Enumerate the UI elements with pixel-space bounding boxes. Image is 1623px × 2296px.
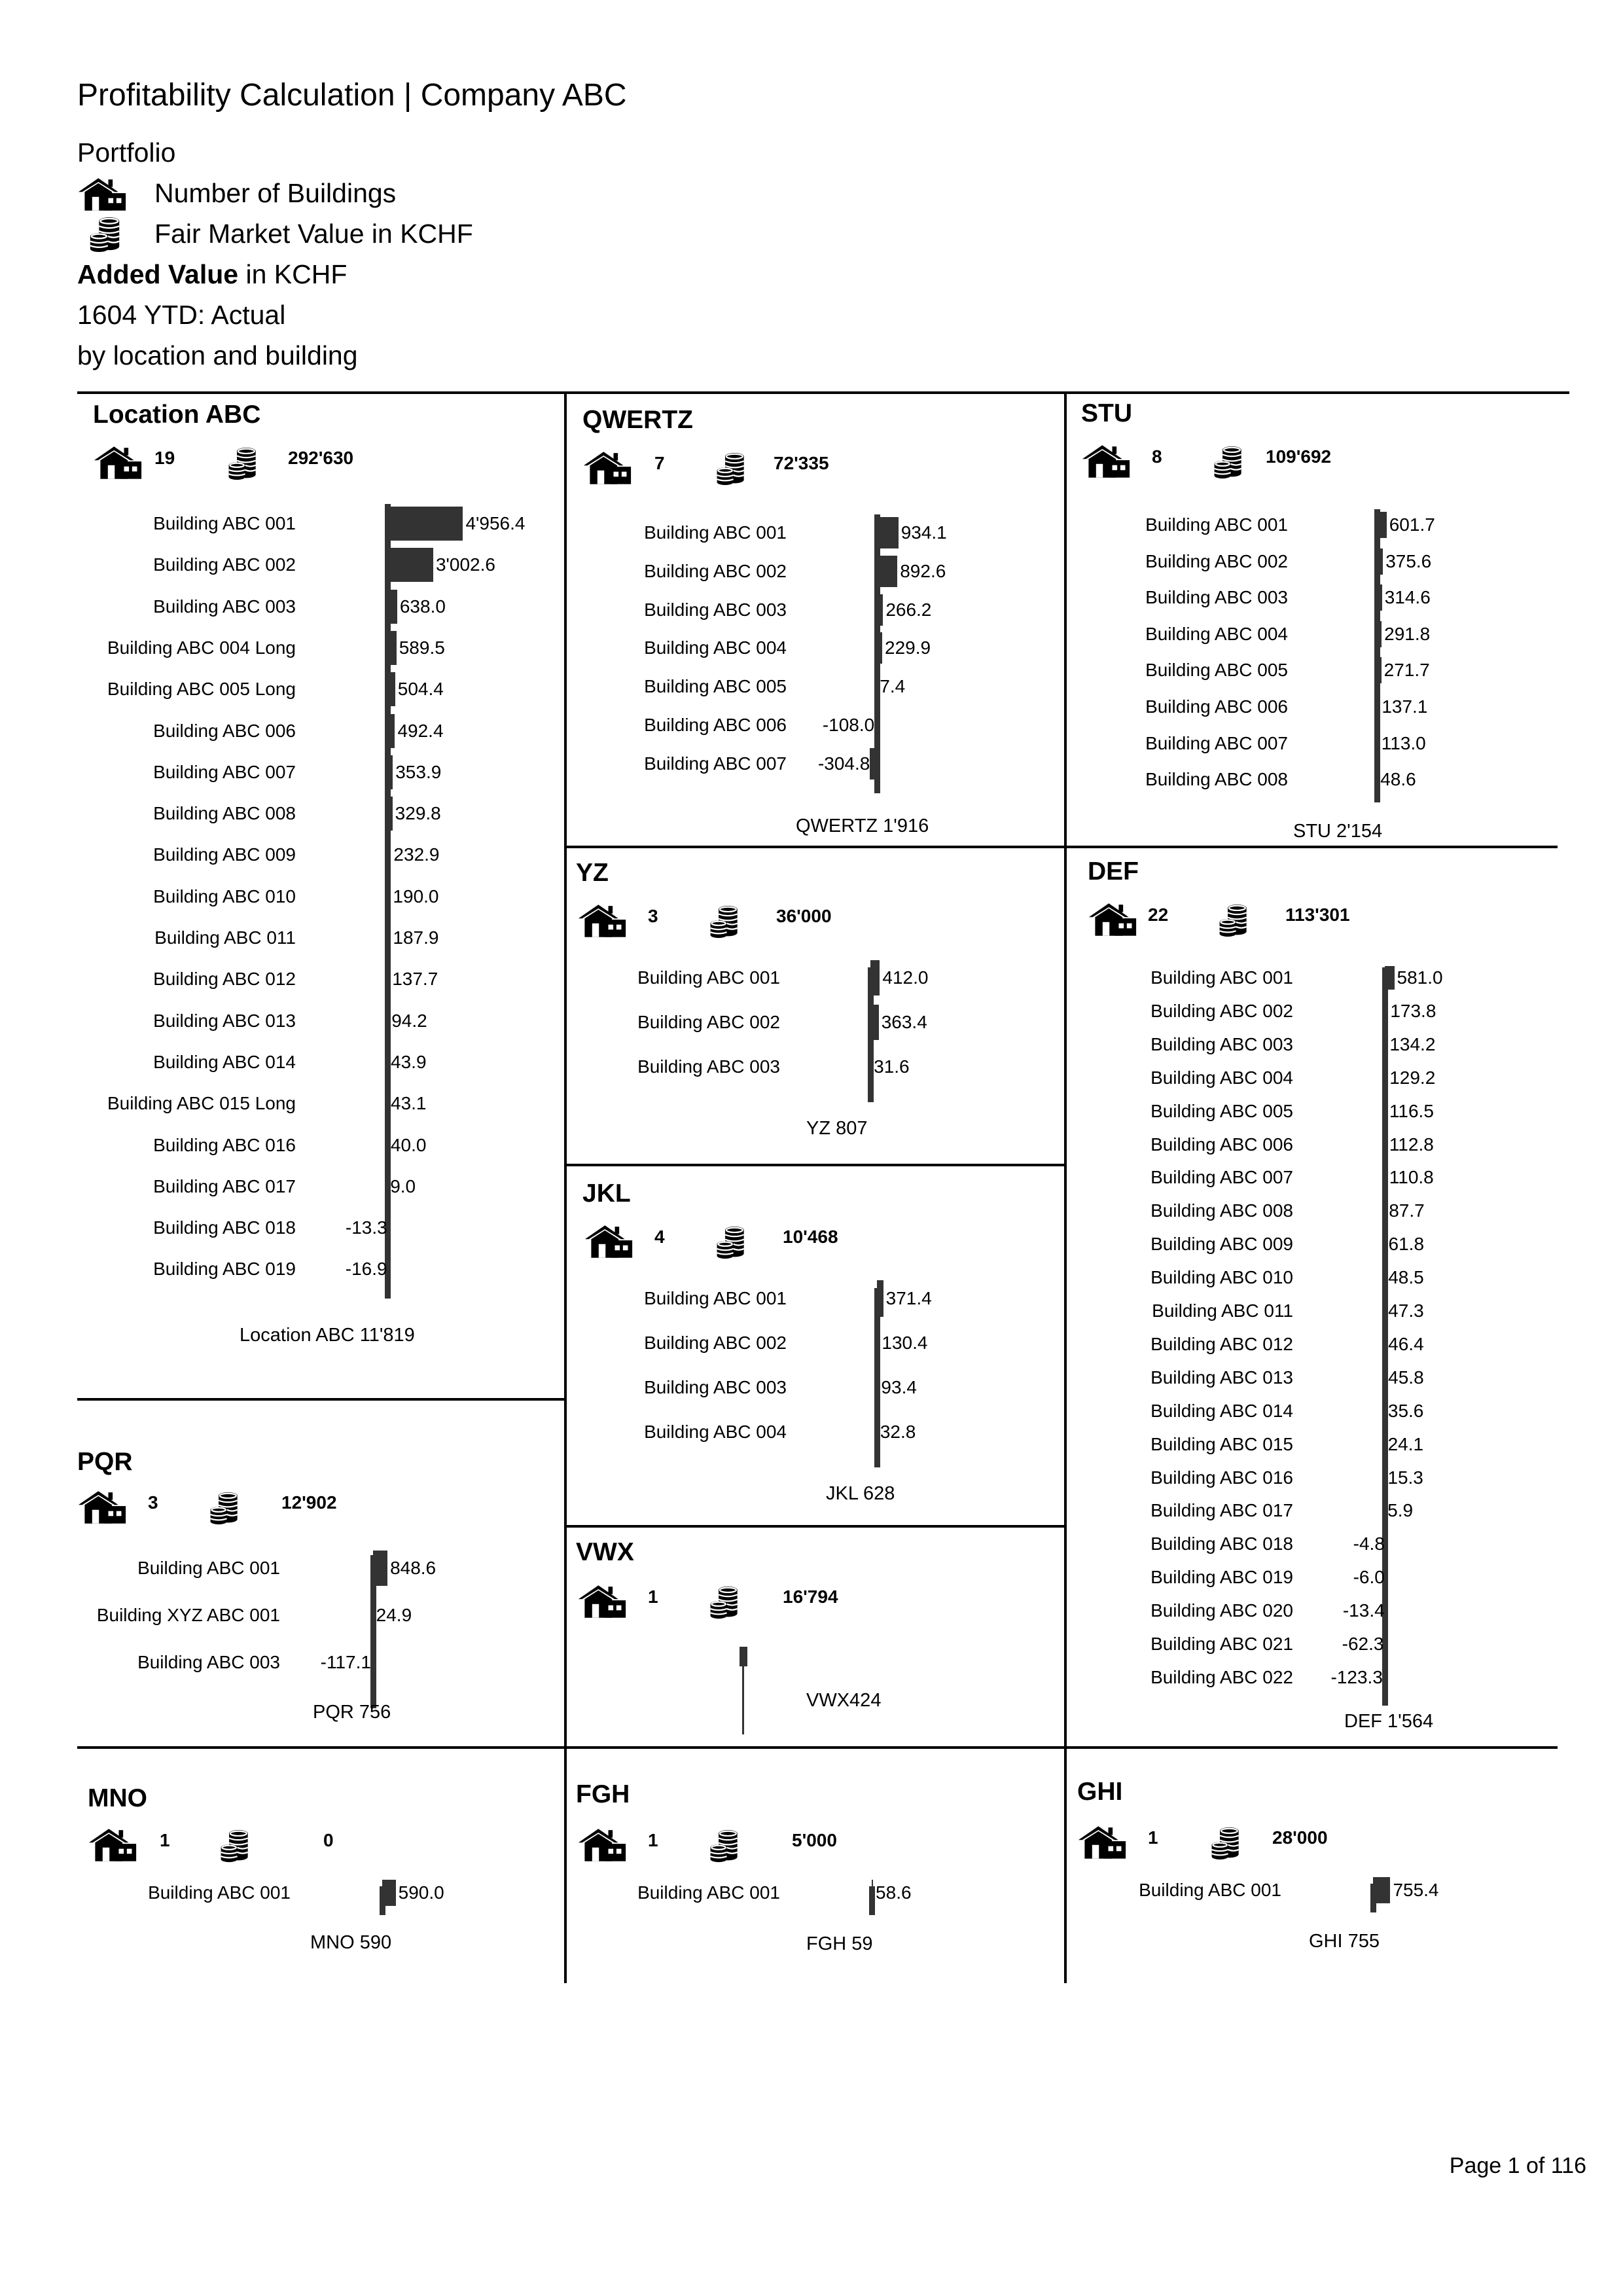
value-bar	[387, 714, 395, 748]
building-label: Building ABC 014	[153, 1051, 296, 1072]
fair-market-value: 72'335	[774, 453, 829, 473]
value-label: 94.2	[391, 1010, 427, 1031]
building-label: Building ABC 019	[153, 1259, 296, 1280]
building-label: Building ABC 001	[637, 967, 780, 988]
building-label: Building ABC 018	[1150, 1534, 1293, 1554]
building-label: Building ABC 006	[153, 720, 296, 741]
location-total: Location ABC 11'819	[240, 1325, 415, 1346]
value-label: 848.6	[390, 1558, 437, 1578]
value-label: 47.3	[1388, 1300, 1424, 1321]
value-bar	[387, 1086, 388, 1121]
coin-stack-icon	[715, 452, 747, 487]
value-bar	[387, 507, 463, 541]
value-label: -4.8	[1353, 1534, 1385, 1554]
building-label: Building ABC 004	[1145, 623, 1288, 644]
value-label: 589.5	[399, 637, 445, 658]
building-label: Building ABC 004 Long	[107, 637, 296, 658]
value-label: -13.4	[1342, 1600, 1385, 1621]
value-bar	[1377, 694, 1379, 720]
value-label: 266.2	[885, 599, 932, 620]
house-icon	[1088, 902, 1137, 937]
coin-stack-icon	[708, 905, 741, 940]
value-label: 314.6	[1384, 587, 1431, 608]
building-label: Building ABC 003	[1150, 1033, 1293, 1054]
value-bar	[387, 962, 389, 996]
building-count: 4	[654, 1227, 665, 1247]
building-label: Building ABC 016	[1150, 1467, 1293, 1488]
value-label: 43.9	[391, 1051, 427, 1072]
value-label: 375.6	[1385, 550, 1432, 571]
value-label: 24.9	[376, 1605, 412, 1625]
location-total: GHI 755	[1309, 1931, 1380, 1952]
column-divider-2	[1064, 391, 1067, 1983]
location-name: JKL	[582, 1179, 631, 1208]
building-label: Building ABC 003	[644, 599, 787, 620]
building-label: Building ABC 001	[148, 1882, 291, 1903]
building-label: Building ABC 004	[644, 1422, 787, 1442]
row-divider-mid-1	[565, 846, 1065, 848]
value-label: 232.9	[393, 844, 440, 865]
value-label: 48.5	[1388, 1267, 1424, 1288]
value-label: -62.3	[1342, 1634, 1384, 1654]
location-total: STU 2'154	[1293, 821, 1383, 842]
value-bar	[1385, 999, 1387, 1023]
location-total: FGH 59	[806, 1933, 873, 1954]
value-label: 4'956.4	[465, 513, 526, 533]
value-bar	[870, 1005, 879, 1040]
bottom-row-rule	[77, 1746, 1558, 1749]
building-count: 3	[148, 1492, 158, 1513]
building-label: Building ABC 005	[1145, 660, 1288, 681]
value-bar	[387, 880, 390, 914]
building-label: Building ABC 017	[153, 1175, 296, 1196]
house-icon	[1081, 444, 1131, 479]
building-label: Building ABC 010	[1150, 1267, 1293, 1288]
value-bar	[870, 748, 877, 780]
building-label: Building ABC 019	[1150, 1567, 1293, 1588]
value-label: 137.1	[1382, 696, 1428, 717]
fair-market-value: 16'794	[783, 1587, 838, 1607]
coin-stack-icon	[715, 1225, 747, 1261]
row-divider-mid-3	[565, 1525, 1065, 1528]
building-label: Building ABC 005	[1150, 1100, 1293, 1121]
fair-market-value: 12'902	[281, 1492, 337, 1513]
value-label: 5.9	[1387, 1500, 1414, 1521]
value-bar	[387, 672, 395, 706]
building-count: 7	[654, 453, 665, 473]
building-label: Building ABC 007	[1145, 732, 1288, 753]
building-label: Building ABC 008	[1145, 769, 1288, 790]
value-bar	[877, 1325, 879, 1361]
coin-stack-icon	[1217, 903, 1250, 939]
value-label: 755.4	[1393, 1880, 1439, 1900]
building-label: Building ABC 018	[153, 1217, 296, 1238]
value-label: 190.0	[393, 886, 439, 906]
value-bar	[1377, 512, 1387, 538]
value-bar	[1385, 1033, 1387, 1056]
unit-label: in KCHF	[238, 259, 348, 289]
value-bar	[1377, 548, 1383, 575]
value-bar	[387, 838, 391, 872]
building-label: Building XYZ ABC 001	[96, 1605, 280, 1625]
building-label: Building ABC 003	[637, 1056, 780, 1077]
building-label: Building ABC 012	[153, 969, 296, 990]
building-label: Building ABC 001	[1139, 1880, 1281, 1900]
building-label: Building ABC 016	[153, 1134, 296, 1155]
location-name: PQR	[77, 1448, 133, 1476]
house-icon	[584, 1224, 633, 1259]
value-label: 590.0	[398, 1882, 444, 1903]
building-label: Building ABC 006	[1145, 696, 1288, 717]
value-label: 353.9	[395, 761, 442, 782]
page-number: Page 1 of 116	[1449, 2153, 1586, 2178]
coin-stack-icon	[208, 1491, 241, 1526]
value-label: 116.5	[1389, 1100, 1434, 1121]
building-label: Building ABC 009	[153, 844, 296, 865]
value-bar	[387, 631, 397, 665]
value-bar	[874, 709, 877, 741]
top-rule	[77, 391, 1569, 394]
value-bar	[740, 1647, 747, 1666]
building-label: Building ABC 003	[153, 596, 296, 617]
fair-market-value: 10'468	[783, 1227, 838, 1247]
location-name: FGH	[576, 1780, 630, 1808]
fair-market-value: 36'000	[776, 906, 832, 926]
house-icon	[93, 445, 143, 480]
building-label: Building ABC 021	[1150, 1634, 1293, 1654]
value-label: -123.3	[1330, 1666, 1383, 1687]
fair-market-value: 113'301	[1285, 905, 1350, 925]
building-label: Building ABC 008	[1150, 1200, 1293, 1221]
value-label: 58.6	[876, 1882, 912, 1903]
value-bar	[387, 548, 433, 582]
value-bar	[1385, 1100, 1387, 1123]
house-icon	[77, 177, 127, 212]
value-label: 581.0	[1397, 967, 1443, 988]
coin-stack-icon	[219, 1829, 251, 1864]
value-bar	[877, 594, 883, 626]
value-label: 129.2	[1389, 1067, 1436, 1088]
building-label: Building ABC 007	[153, 761, 296, 782]
location-name: QWERTZ	[582, 406, 693, 434]
column-divider-1	[564, 391, 567, 1983]
location-total: MNO 590	[310, 1932, 392, 1953]
value-label: -6.0	[1353, 1567, 1385, 1588]
legend-value: Fair Market Value in KCHF	[154, 219, 473, 249]
subtitle-added-value	[77, 259, 347, 290]
building-count: 1	[648, 1830, 658, 1850]
building-count: 1	[648, 1587, 658, 1607]
value-label: 412.0	[882, 967, 929, 988]
page-title: Profitability Calculation | Company ABC	[77, 78, 627, 113]
value-bar	[1385, 1199, 1386, 1223]
value-label: 87.7	[1389, 1200, 1425, 1221]
value-bar	[1377, 584, 1382, 611]
value-bar	[870, 960, 880, 996]
house-icon	[577, 903, 627, 939]
value-bar	[1385, 966, 1395, 990]
value-label: -117.1	[320, 1652, 371, 1672]
location-name: MNO	[88, 1784, 147, 1812]
value-label: 187.9	[393, 927, 439, 948]
location-total: VWX424	[806, 1690, 882, 1711]
house-icon	[77, 1490, 127, 1525]
value-label: 130.4	[882, 1333, 928, 1353]
value-label: 363.4	[881, 1012, 927, 1032]
coin-stack-icon	[88, 216, 123, 254]
location-name: STU	[1081, 399, 1132, 427]
value-bar	[373, 1598, 374, 1633]
house-icon	[1077, 1825, 1127, 1860]
value-label: 31.6	[874, 1056, 910, 1077]
value-label: 40.0	[390, 1134, 427, 1155]
location-name: GHI	[1077, 1778, 1123, 1806]
building-label: Building ABC 022	[1150, 1666, 1293, 1687]
building-label: Building ABC 001	[1150, 967, 1293, 988]
location-name: DEF	[1088, 857, 1139, 886]
coin-stack-icon	[1212, 445, 1245, 480]
value-label: 291.8	[1384, 623, 1431, 644]
fair-market-value: 292'630	[288, 448, 354, 468]
building-label: Building ABC 007	[1150, 1167, 1293, 1188]
building-label: Building ABC 017	[1150, 1500, 1293, 1521]
building-label: Building ABC 003	[137, 1652, 280, 1672]
value-label: 43.1	[391, 1093, 427, 1114]
location-name: YZ	[576, 859, 609, 887]
fair-market-value: 28'000	[1272, 1827, 1328, 1848]
building-label: Building ABC 001	[644, 522, 787, 543]
value-bar	[877, 1369, 878, 1406]
value-bar	[1385, 1232, 1386, 1256]
building-label: Building ABC 001	[637, 1882, 780, 1903]
building-label: Building ABC 012	[1150, 1333, 1293, 1354]
value-bar	[877, 632, 882, 664]
house-icon	[577, 1584, 627, 1619]
value-bar	[1385, 1133, 1387, 1157]
value-label: 229.9	[885, 637, 931, 658]
building-label: Building ABC 013	[153, 1010, 296, 1031]
building-label: Building ABC 006	[1150, 1134, 1293, 1155]
value-bar	[1377, 621, 1382, 647]
value-label: 601.7	[1389, 514, 1435, 535]
value-bar	[387, 1004, 389, 1038]
building-label: Building ABC 002	[637, 1012, 780, 1032]
value-label: 46.4	[1388, 1333, 1424, 1354]
value-bar	[387, 590, 397, 624]
building-label: Building ABC 001	[644, 1288, 787, 1308]
building-count: 8	[1152, 446, 1162, 467]
fair-market-value: 5'000	[792, 1830, 837, 1850]
value-label: 7.4	[880, 676, 906, 697]
value-bar	[373, 1551, 387, 1586]
building-label: Building ABC 011	[154, 927, 296, 948]
building-count: 22	[1148, 905, 1169, 925]
building-label: Building ABC 003	[644, 1377, 787, 1397]
building-label: Building ABC 002	[644, 1333, 787, 1353]
value-bar	[870, 1049, 871, 1085]
value-label: 492.4	[397, 720, 444, 741]
row-divider-mid-2	[565, 1164, 1065, 1166]
value-label: 137.7	[392, 969, 438, 990]
value-bar	[371, 1645, 373, 1680]
value-label: -16.9	[345, 1259, 387, 1280]
row-divider-right	[1065, 846, 1558, 848]
building-label: Building ABC 013	[1150, 1367, 1293, 1388]
building-count: 3	[648, 906, 658, 926]
building-label: Building ABC 007	[644, 753, 787, 774]
value-label: 3'002.6	[435, 554, 495, 575]
location-name: Location ABC	[93, 401, 261, 429]
building-count: 1	[1148, 1827, 1158, 1848]
building-label: Building ABC 015 Long	[107, 1093, 296, 1114]
building-label: Building ABC 001	[153, 513, 296, 533]
coin-stack-icon	[1209, 1826, 1242, 1861]
value-bar	[1385, 1166, 1387, 1189]
value-bar	[877, 1280, 883, 1317]
building-label: Building ABC 001	[1145, 514, 1288, 535]
value-bar	[1385, 1066, 1387, 1090]
building-label: Building ABC 010	[153, 886, 296, 906]
value-bar	[387, 1128, 388, 1162]
value-bar	[877, 517, 899, 548]
building-label: Building ABC 020	[1150, 1600, 1293, 1621]
building-count: 1	[160, 1830, 170, 1850]
value-label: -108.0	[822, 715, 875, 735]
building-label: Building ABC 009	[1150, 1234, 1293, 1255]
value-label: -13.3	[345, 1217, 387, 1238]
row-divider-left	[77, 1398, 565, 1401]
value-bar	[1383, 1666, 1385, 1689]
value-bar	[877, 556, 897, 587]
building-label: Building ABC 004	[1150, 1067, 1293, 1088]
value-bar	[387, 755, 393, 789]
value-label: -304.8	[817, 753, 870, 774]
coin-stack-icon	[708, 1829, 741, 1864]
coin-stack-icon	[226, 446, 259, 482]
value-bar	[872, 1880, 873, 1906]
building-label: Building ABC 006	[644, 715, 787, 735]
value-bar	[387, 1045, 388, 1079]
value-label: 134.2	[1389, 1033, 1436, 1054]
value-bar	[1377, 730, 1379, 757]
location-total: DEF 1'564	[1344, 1711, 1434, 1732]
house-icon	[582, 450, 632, 486]
legend-buildings: Number of Buildings	[154, 178, 397, 208]
building-label: Building ABC 015	[1150, 1433, 1293, 1454]
value-label: 329.8	[395, 803, 441, 824]
subtitle-portfolio: Portfolio	[77, 137, 176, 168]
building-label: Building ABC 011	[1152, 1300, 1293, 1321]
location-total: PQR 756	[313, 1702, 391, 1723]
building-label: Building ABC 002	[1145, 550, 1288, 571]
building-label: Building ABC 003	[1145, 587, 1288, 608]
location-total: QWERTZ 1'916	[796, 816, 929, 836]
value-label: 24.1	[1387, 1433, 1424, 1454]
value-label: 32.8	[880, 1422, 916, 1442]
value-label: 15.3	[1387, 1467, 1423, 1488]
value-bar	[877, 1414, 878, 1450]
location-total: JKL 628	[826, 1483, 895, 1504]
house-icon	[88, 1827, 137, 1863]
value-label: 173.8	[1390, 1000, 1436, 1021]
location-name: VWX	[576, 1538, 634, 1566]
house-icon	[577, 1827, 627, 1863]
value-label: 113.0	[1381, 732, 1426, 753]
value-label: 93.4	[881, 1377, 917, 1397]
value-label: 371.4	[885, 1288, 932, 1308]
fair-market-value: 0	[323, 1830, 334, 1850]
value-label: 48.6	[1380, 769, 1416, 790]
building-label: Building ABC 005	[644, 676, 787, 697]
value-bar	[387, 921, 390, 955]
value-label: 45.8	[1388, 1367, 1424, 1388]
location-total: YZ 807	[806, 1118, 868, 1139]
building-label: Building ABC 014	[1150, 1400, 1293, 1421]
subtitle-period: 1604 YTD: Actual	[77, 300, 286, 330]
building-count: 19	[154, 448, 175, 468]
value-bar	[1383, 1632, 1385, 1656]
value-label: 35.6	[1387, 1400, 1424, 1421]
coin-stack-icon	[708, 1585, 741, 1621]
value-label: 504.4	[397, 679, 444, 700]
value-bar	[1377, 657, 1382, 683]
building-label: Building ABC 001	[137, 1558, 280, 1578]
value-label: 110.8	[1389, 1167, 1434, 1188]
building-label: Building ABC 002	[644, 560, 787, 581]
building-label: Building ABC 002	[1150, 1000, 1293, 1021]
value-label: 271.7	[1383, 660, 1430, 681]
value-label: 61.8	[1388, 1234, 1425, 1255]
building-label: Building ABC 004	[644, 637, 787, 658]
value-label: 638.0	[399, 596, 446, 617]
building-label: Building ABC 008	[153, 803, 296, 824]
value-bar	[387, 797, 393, 831]
fair-market-value: 109'692	[1266, 446, 1332, 467]
value-label: 934.1	[901, 522, 947, 543]
value-bar	[1377, 766, 1378, 793]
value-label: 112.8	[1389, 1134, 1434, 1155]
value-bar	[382, 1880, 396, 1906]
building-label: Building ABC 002	[153, 554, 296, 575]
subtitle-grouping: by location and building	[77, 340, 358, 370]
value-label: 892.6	[900, 560, 946, 581]
value-bar	[1373, 1877, 1390, 1903]
building-label: Building ABC 005 Long	[107, 679, 296, 700]
value-label: 9.0	[390, 1175, 416, 1196]
added-value-label: Added Value	[77, 259, 239, 289]
